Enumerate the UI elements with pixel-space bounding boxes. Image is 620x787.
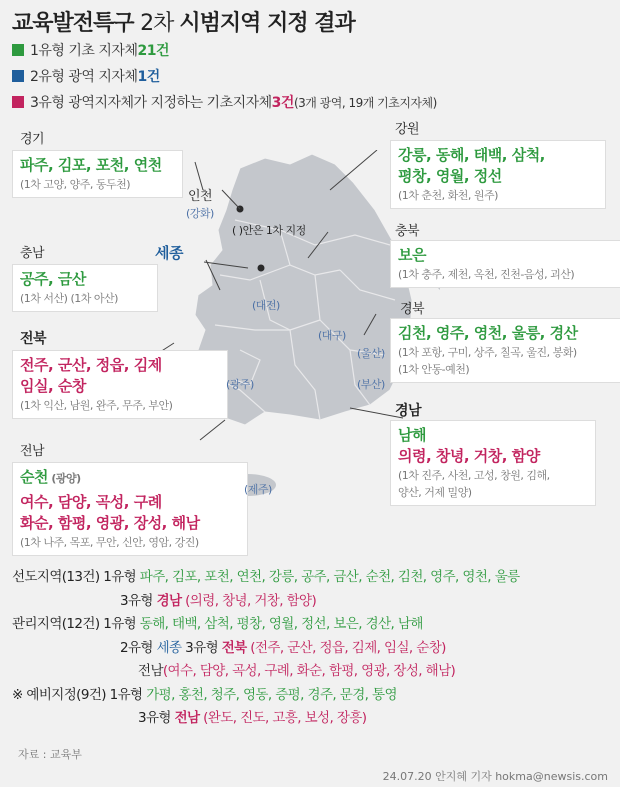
region-gyeongbuk-box bbox=[390, 318, 620, 383]
region-chungbuk-label: 충북 bbox=[395, 224, 420, 239]
leading-head: 선도지역(13건) 1유형 bbox=[12, 569, 140, 585]
chungnam-note-1: (1차 서산) bbox=[20, 292, 68, 305]
gangwon-list-2: 평창, 영월, 정선 bbox=[398, 167, 502, 185]
managed-list: 동해, 태백, 삼척, 평창, 영월, 정선, 보은, 경산, 남해 bbox=[139, 616, 423, 632]
summary-row-leading-type3 bbox=[12, 590, 520, 614]
gangwon-note: (1차 춘천, 화천, 원주) bbox=[398, 189, 498, 202]
gyeonggi-note: (1차 고양, 양주, 동두천) bbox=[20, 178, 131, 191]
region-chungbuk-box bbox=[390, 240, 620, 288]
chungnam-list: 공주, 금산 bbox=[20, 270, 86, 288]
gyeonggi-list: 파주, 김포, 포천, 연천 bbox=[20, 156, 162, 174]
legend-type3-text: 3유형 광역지자체가 지정하는 기초지자체 bbox=[30, 95, 272, 111]
gyeongnam-list-1: 남해 bbox=[398, 426, 426, 444]
managed-type3-list: (전주, 군산, 정읍, 김제, 임실, 순창) bbox=[246, 639, 446, 656]
gyeongnam-note-1: (1차 진주, 사천, 고성, 창원, 김해, bbox=[398, 469, 550, 482]
leading-type3-list: (의령, 창녕, 거창, 함양) bbox=[181, 592, 317, 609]
summary-section bbox=[12, 566, 520, 731]
source-text: 자료 : 교육부 bbox=[18, 748, 82, 761]
title-part1: 교육발전특구 bbox=[12, 11, 141, 36]
incheon-sub: (강화) bbox=[186, 207, 214, 220]
city-gwangju: (광주) bbox=[226, 378, 254, 391]
legend-type2 bbox=[12, 66, 160, 86]
gyeongnam-note-2: 양산, 거제 밀양) bbox=[398, 486, 472, 499]
gyeongbuk-list: 김천, 영주, 영천, 울릉, 경산 bbox=[398, 324, 578, 342]
summary-row-managed-jeonnam bbox=[12, 660, 520, 684]
city-daejeon: (대전) bbox=[252, 299, 280, 312]
magenta-square-icon bbox=[12, 96, 24, 108]
region-jeonbuk-label: 전북 bbox=[20, 331, 47, 347]
summary-row-prelim bbox=[12, 684, 520, 708]
managed-type2-region: 세종 bbox=[156, 639, 182, 656]
city-daegu: (대구) bbox=[318, 329, 346, 342]
city-ulsan: (울산) bbox=[357, 347, 385, 360]
legend-type3-note: (3개 광역, 19개 기초지자체) bbox=[293, 95, 437, 110]
legend-type1-text: 1유형 기초 지자체 bbox=[30, 43, 138, 59]
summary-row-prelim-type3 bbox=[12, 707, 520, 731]
leading-list: 파주, 김포, 포천, 연천, 강릉, 공주, 금산, 순천, 김천, 영주, 영천, 울릉 bbox=[139, 569, 520, 585]
jeonnam-list-1-sub: (광양) bbox=[47, 472, 81, 485]
jeonbuk-note: (1차 익산, 남원, 완주, 무주, 부안) bbox=[20, 399, 173, 412]
prelim-type3-list: (완도, 진도, 고흥, 보성, 장흥) bbox=[199, 710, 367, 726]
managed-type3: 3유형 bbox=[181, 639, 222, 656]
gyeongbuk-note-1: (1차 포항, 구미, 상주, 칠곡, 울진, 봉화) bbox=[398, 346, 577, 359]
summary-row-leading bbox=[12, 566, 520, 590]
region-gyeonggi-box bbox=[12, 150, 183, 198]
region-gangwon-box bbox=[390, 140, 606, 209]
prelim-head: ※ 예비지정(9건) 1유형 bbox=[12, 686, 147, 703]
leading-type3-region: 경남 bbox=[156, 592, 182, 609]
legend-type3-count: 3건 bbox=[271, 95, 294, 111]
prelim-list: 가평, 홍천, 청주, 영동, 증평, 경주, 문경, 통영 bbox=[146, 686, 397, 703]
legend-type1-count: 21건 bbox=[137, 43, 169, 59]
jeonnam-list-3: 화순, 함평, 영광, 장성, 해남 bbox=[20, 514, 200, 532]
gyeongnam-list-2: 의령, 창녕, 거창, 함양 bbox=[398, 447, 540, 465]
credit-text: 24.07.20 안지혜 기자 hokma@newsis.com bbox=[382, 770, 608, 783]
region-jeonnam-box bbox=[12, 462, 248, 556]
legend-type2-count: 1건 bbox=[137, 69, 160, 85]
jeonnam-list-2: 여수, 담양, 곡성, 구례 bbox=[20, 493, 162, 511]
region-gyeonggi-label: 경기 bbox=[20, 132, 45, 147]
region-gyeongbuk-label: 경북 bbox=[400, 302, 425, 317]
managed-jeonnam: 전남 bbox=[138, 663, 163, 679]
jeonnam-list-1: 순천 bbox=[20, 468, 48, 486]
gyeongbuk-note-2: (1차 안동-예천) bbox=[398, 363, 470, 376]
summary-row-managed-type2 bbox=[12, 637, 520, 661]
prelim-type3-region: 전남 bbox=[174, 710, 200, 726]
page-title bbox=[12, 6, 355, 37]
region-gangwon-label: 강원 bbox=[395, 122, 420, 137]
managed-jeonnam-list: (여수, 담양, 곡성, 구례, 화순, 함평, 영광, 장성, 해남) bbox=[162, 663, 456, 679]
city-busan: (부산) bbox=[357, 378, 385, 391]
jeonnam-note: (1차 나주, 목포, 무안, 신안, 영암, 강진) bbox=[20, 536, 199, 549]
city-jeju: (제주) bbox=[244, 483, 272, 496]
title-part3: 시범지역 지정 결과 bbox=[179, 11, 355, 36]
region-gyeongnam-box bbox=[390, 420, 596, 506]
legend-type1 bbox=[12, 40, 169, 60]
jeonbuk-list-1: 전주, 군산, 정읍, 김제 bbox=[20, 356, 162, 374]
region-jeonbuk-box bbox=[12, 350, 228, 419]
chungbuk-list: 보은 bbox=[398, 246, 426, 264]
summary-row-managed bbox=[12, 613, 520, 637]
region-chungnam-box bbox=[12, 264, 158, 312]
jeonbuk-list-2: 임실, 순창 bbox=[20, 377, 86, 395]
sejong-marker bbox=[258, 265, 265, 272]
chungbuk-note: (1차 충주, 제천, 옥천, 진천-음성, 괴산) bbox=[398, 268, 575, 281]
legend-type2-text: 2유형 광역 지자체 bbox=[30, 69, 138, 85]
legend-type3 bbox=[12, 92, 437, 112]
title-part2: 2차 bbox=[140, 11, 180, 36]
managed-type2: 2유형 bbox=[120, 639, 157, 656]
region-jeonnam-label: 전남 bbox=[20, 444, 45, 459]
region-gyeongnam-label: 경남 bbox=[395, 403, 422, 419]
managed-type3-region: 전북 bbox=[221, 639, 247, 656]
gangwon-list-1: 강릉, 동해, 태백, 삼척, bbox=[398, 146, 545, 164]
leading-type3: 3유형 bbox=[120, 592, 157, 609]
prelim-type3: 3유형 bbox=[138, 710, 175, 726]
first-designation-note: ( )안은 1차 지정 bbox=[232, 224, 306, 237]
managed-head: 관리지역(12건) 1유형 bbox=[12, 616, 140, 632]
region-sejong-label: 세종 bbox=[155, 244, 183, 262]
blue-square-icon bbox=[12, 70, 24, 82]
region-incheon-label: 인천 bbox=[188, 189, 213, 204]
green-square-icon bbox=[12, 44, 24, 56]
chungnam-note-2: (1차 아산) bbox=[70, 292, 118, 305]
region-chungnam-label: 충남 bbox=[20, 246, 45, 261]
